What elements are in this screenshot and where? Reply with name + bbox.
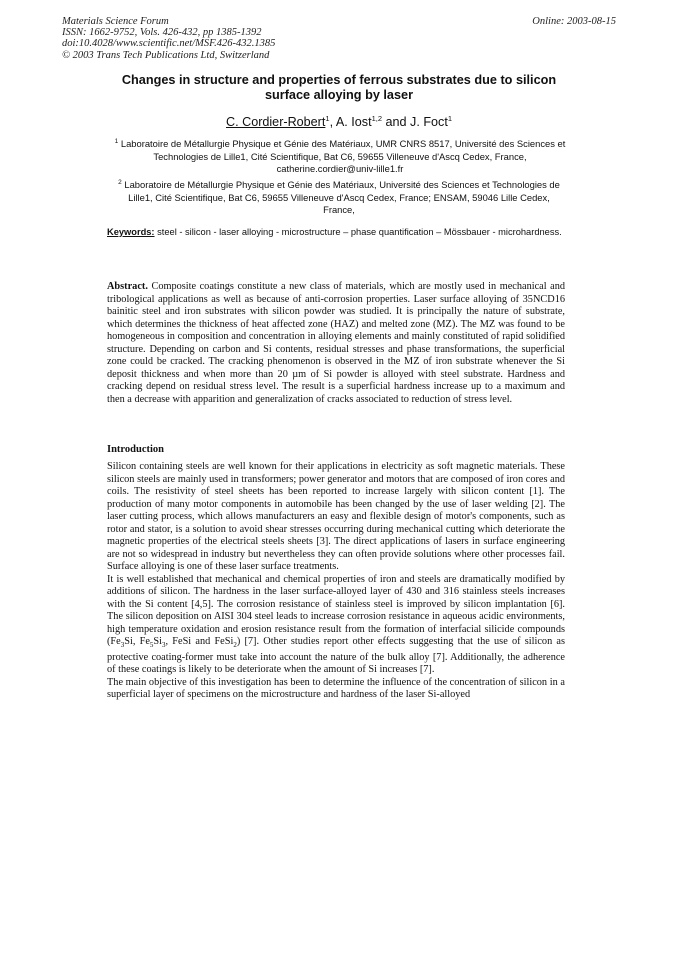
subscript: 2 bbox=[233, 641, 237, 650]
author-name: J. Foct bbox=[410, 115, 448, 130]
intro-paragraph: Silicon containing steels are well known for their applications in electricity as soft magnetic materials. These silicon steels are mainly used in transformers; power generator and motors that are composed of iron cores and coils. The resistivity of steel sheets has been reported to increase largely with silicon content [1]. The production of many motor components in automobile has been changed by the use of laser welding [2]. The laser cutting process, which allows manufacturers an easy and flexible design of motor's components, such as rotor and stator, is a solution to avoid shear stresses occurring during mechanical cutting which deteriorate the magnetic properties of the electrical steels sheets [3]. The direct applications of lasers in surface engineering are not so widespread in industry but nevertheless they can often provide solutions where other processes fail. Surface alloying is one of these laser surface treatments. bbox=[107, 461, 565, 572]
paragraph-text: , FeSi and FeSi bbox=[165, 636, 234, 647]
copyright-line: © 2003 Trans Tech Publications Ltd, Switzerland bbox=[62, 49, 270, 61]
author-list bbox=[0, 114, 678, 129]
affiliation-mark: 2 bbox=[118, 179, 122, 186]
author-separator: , bbox=[329, 115, 336, 130]
keywords-text: steel - silicon - laser alloying - microstructure – phase quantification – Mössbauer - microhardness. bbox=[157, 227, 562, 237]
abstract-block bbox=[107, 281, 565, 406]
subscript: 5 bbox=[149, 641, 154, 650]
keywords-block bbox=[107, 226, 565, 238]
introduction-body bbox=[107, 461, 565, 702]
doi-line[interactable]: doi:10.4028/www.scientific.net/MSF.426-432.1385 bbox=[62, 38, 276, 50]
online-date: Online: 2003-08-15 bbox=[532, 16, 616, 27]
section-heading-introduction: Introduction bbox=[107, 444, 164, 455]
subscript: 3 bbox=[120, 641, 125, 650]
issn-line: ISSN: 1662-9752, Vols. 426-432, pp 1385-1392 bbox=[62, 27, 262, 39]
paragraph-text: It is well established that mechanical and chemical properties of iron and steels are dramatically modified by additions of silicon. The hardness in the laser surface-alloyed layer of 430 and 316 stainless steels increases with the Si content [4,5]. The corrosion resistance of stainless steel is improved by silicon implantation [6]. The silicon deposition on AISI 304 steel leads to increase corrosion resistance in aqueous acidic environments, high temperature oxidation and erosion resistance result from the formation of interfacial silicide compounds (Fe bbox=[107, 573, 565, 647]
author-affiliation-mark: 1 bbox=[325, 114, 330, 123]
journal-header bbox=[62, 16, 275, 61]
abstract-label: Abstract. bbox=[107, 281, 148, 292]
affiliation-text: Laboratoire de Métallurgie Physique et Génie des Matériaux, Université des Sciences et Technologies de Lille1, Cité Scientifique, Bat C6, 59655 Villeneuve d'Ascq Cedex, France; ENSAM, 59046 Lille Cedex, France, bbox=[124, 179, 560, 216]
journal-name: Materials Science Forum bbox=[62, 16, 169, 27]
intro-paragraph bbox=[107, 574, 565, 677]
abstract-text: Composite coatings constitute a new class of materials, which are mostly used in mechanical and tribological applications as well as because of anti-corrosion properties. Laser surface alloying of 35NCD16 bainitic steel and iron substrates with silicon powder was studied. It is principally the nature of substrate, which determines the thickness of heat affected zone (HAZ) and melted zone (MZ). The MZ was found to be homogeneous in composition and concentration in alloying elements and mainly constituted of rapid solidified structure. Depending on carbon and Si contents, residual stresses and phase transformations, the superficial zone could be cracked. The cracking phenomenon is observed in the MZ of iron substrate whenever the Si deposit thickness and when more than 20 µm of Si powder is alloyed with steel substrate. Hardness and cracking depend on residual stress level. The result is a superficial hardness increase up to a maximum and then a decrease with apparition and generalization of cracks associated to reduction of stress level. bbox=[107, 281, 565, 405]
affiliation-text: Laboratoire de Métallurgie Physique et Génie des Matériaux, UMR CNRS 8517, Université des Sciences et Technologies de Lille1, Cité Scientifique, Bat C6, 59655 Villeneuve d'Ascq Cedex, France, catherine.cordier@univ-lille1.fr bbox=[120, 138, 566, 175]
intro-paragraph: The main objective of this investigation has been to determine the influence of the concentration of silicon in a superficial layer of specimens on the microstructure and hardness of the laser Si-alloyed bbox=[107, 676, 565, 701]
keywords-label: Keywords: bbox=[107, 227, 155, 237]
author-separator: and bbox=[382, 115, 411, 130]
author-name: C. Cordier-Robert bbox=[226, 115, 326, 130]
affiliation-1 bbox=[106, 136, 574, 176]
paragraph-text: ) [7]. Other studies report other effects suggesting that the use of silicon as protective coating-former must take into account the nature of the bulk alloy [7]. Additionally, the adherence of these coatings is likely to be deteriorate when the amount of Si increases [7]. bbox=[107, 636, 565, 676]
author-affiliation-mark: 1,2 bbox=[371, 114, 383, 123]
affiliation-2 bbox=[116, 177, 562, 217]
paper-title: Changes in structure and properties of ferrous substrates due to silicon surface alloying by laser bbox=[121, 73, 557, 102]
paragraph-text: Si, Fe bbox=[124, 636, 150, 647]
affiliation-mark: 1 bbox=[114, 138, 119, 145]
author-name: A. Iost bbox=[335, 115, 372, 130]
subscript: 3 bbox=[162, 641, 166, 650]
author-affiliation-mark: 1 bbox=[447, 114, 452, 123]
paragraph-text: Si bbox=[153, 636, 162, 647]
